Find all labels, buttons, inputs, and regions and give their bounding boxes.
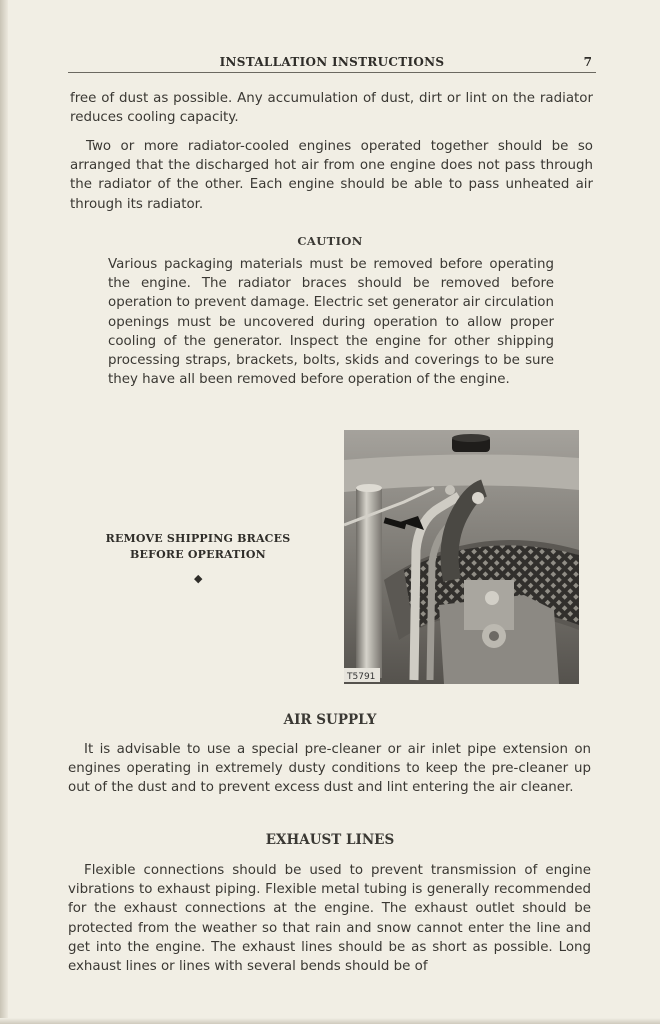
page-binding-edge: [0, 0, 8, 1024]
caption-bullet: ◆: [194, 572, 203, 585]
paragraph-radiator-engines: Two or more radiator-cooled engines operated together should be so arranged that the discharged hot air from one engine does not pass through the radiator of the other. Each engine should be able to pass unheated air through its radiator.: [70, 139, 593, 212]
air-supply-heading: AIR SUPPLY: [283, 712, 377, 728]
caution-heading: CAUTION: [297, 234, 363, 248]
page-number: 7: [583, 55, 592, 69]
photo-code: T5791: [347, 672, 376, 682]
caution-text: Various packaging materials must be removed before operating the engine. The radiator braces should be removed before operation to prevent damage. Electric set generator air circulation openings must be uncovered during operation to allow proper cooling of the generator. Inspect the engine for other shipping processing straps, brackets, bolts, skids and coverings to be sure they have all been removed before operation of the engine.: [108, 257, 554, 388]
engine-radiator-photo: [344, 430, 579, 684]
caption-line-2: BEFORE OPERATION: [130, 548, 266, 561]
exhaust-lines-text: Flexible connections should be used to prevent transmission of engine vibrations to exhaust piping. Flexible metal tubing is generally recommended for the exhaust connections at the engine. The exhaust outlet should be protected from the weather so that rain and snow cannot enter the line and get into the engine. The exhaust lines should be as short as possible. Long exhaust lines or lines with several bends should be of: [68, 863, 591, 975]
exhaust-lines-heading: EXHAUST LINES: [265, 832, 395, 848]
caption-line-1: REMOVE SHIPPING BRACES: [105, 532, 291, 545]
paragraph-dust: free of dust as possible. Any accumulation of dust, dirt or lint on the radiator reduces cooling capacity.: [70, 91, 593, 126]
running-header: [68, 54, 596, 73]
figure-caption: [96, 531, 300, 563]
page-bottom-edge: [0, 1018, 660, 1024]
air-supply-text: It is advisable to use a special pre-cleaner or air inlet pipe extension on engines operating in extremely dusty conditions to keep the pre-cleaner up out of the dust and to prevent excess dust and lint entering the air cleaner.: [68, 742, 591, 796]
header-title: INSTALLATION INSTRUCTIONS: [219, 55, 445, 69]
